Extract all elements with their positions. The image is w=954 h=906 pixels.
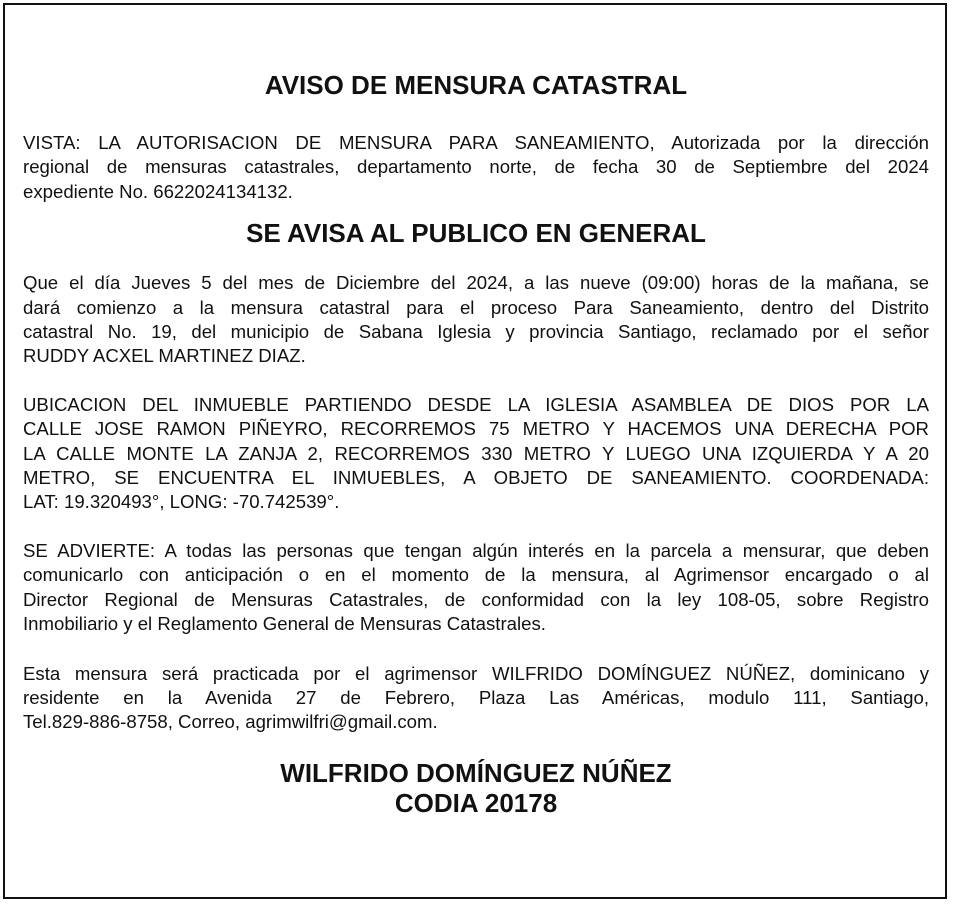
location-line: UBICACION DEL INMUEBLE PARTIENDO DESDE LA IGLESIA ASAMBLEA DE DIOS POR LA: [23, 393, 929, 415]
announcement-line: catastral No. 19, del municipio de Sabana Iglesia y provincia Santiago, reclamado por el señor: [23, 321, 929, 343]
signature-block: [23, 758, 929, 818]
surveyor-paragraph: [23, 662, 929, 735]
notice-content: [23, 69, 929, 818]
public-notice-subtitle: SE AVISA AL PUBLICO EN GENERAL: [246, 218, 706, 249]
notice-title: AVISO DE MENSURA CATASTRAL: [264, 70, 688, 100]
announcement-line: dará comienzo a la mensura catastral para el proceso Para Saneamiento, dentro del Distrito: [23, 296, 929, 318]
warning-paragraph: [23, 539, 929, 637]
location-line: CALLE JOSE RAMON PIÑEYRO, RECORREMOS 75 METRO Y HACEMOS UNA DERECHA POR: [23, 418, 929, 440]
vista-line: regional de mensuras catastrales, departamento norte, de fecha 30 de Septiembre del 2024: [23, 156, 929, 178]
warning-line: Director Regional de Mensuras Catastrales, de conformidad con la ley 108-05, sobre Registro: [23, 588, 929, 610]
vista-line: VISTA: LA AUTORISACION DE MENSURA PARA SANEAMIENTO, Autorizada por la dirección: [23, 132, 929, 153]
notice-frame: [3, 3, 947, 899]
announcement-paragraph: [23, 271, 929, 369]
vista-line: expediente No. 6622024134132.: [23, 180, 293, 202]
signature-codia: CODIA 20178: [394, 787, 558, 818]
warning-line: comunicarlo con anticipación o en el momento de la mensura, al Agrimensor encargado o al: [23, 564, 929, 586]
location-line: METRO, SE ENCUENTRA EL INMUEBLES, A OBJETO DE SANEAMIENTO. COORDENADA:: [23, 467, 929, 489]
surveyor-line: Esta mensura será practicada por el agrimensor WILFRIDO DOMÍNGUEZ NÚÑEZ, dominicano y: [23, 662, 929, 684]
announcement-line: RUDDY ACXEL MARTINEZ DIAZ.: [23, 345, 306, 367]
warning-line: Inmobiliario y el Reglamento General de Mensuras Catastrales.: [23, 613, 546, 635]
signature-name: WILFRIDO DOMÍNGUEZ NÚÑEZ: [280, 757, 672, 788]
surveyor-line: Tel.829-886-8758, Correo, agrimwilfri@gmail.com.: [23, 711, 438, 733]
location-paragraph: [23, 393, 929, 515]
surveyor-line: residente en la Avenida 27 de Febrero, Plaza Las Américas, modulo 111, Santiago,: [23, 686, 929, 708]
warning-line: SE ADVIERTE: A todas las personas que tengan algún interés en la parcela a mensurar, que deben: [23, 539, 929, 561]
vista-paragraph: [23, 131, 929, 204]
location-line: LA CALLE MONTE LA ZANJA 2, RECORREMOS 330 METRO Y LUEGO UNA IZQUIERDA Y A 20: [23, 442, 929, 464]
announcement-line: Que el día Jueves 5 del mes de Diciembre del 2024, a las nueve (09:00) horas de la mañana, se: [23, 272, 929, 294]
location-line: LAT: 19.320493°, LONG: -70.742539°.: [23, 491, 340, 513]
